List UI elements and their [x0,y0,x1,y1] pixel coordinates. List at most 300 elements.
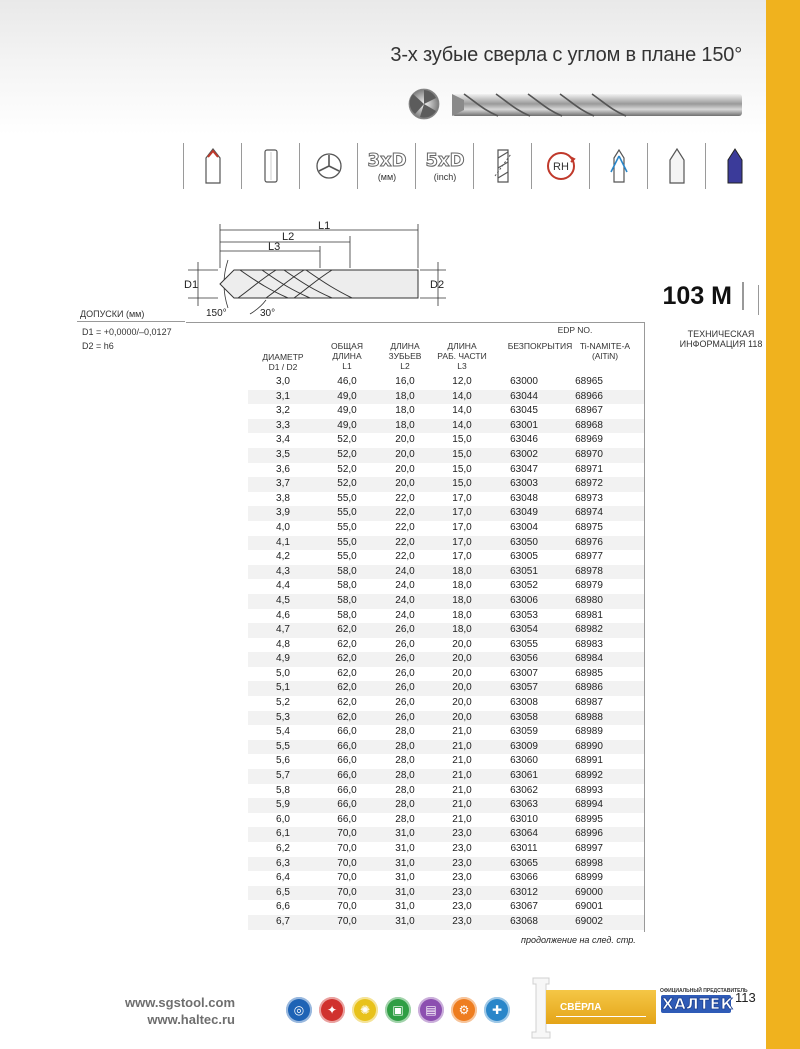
cell-overall-length: 49,0 [337,419,357,431]
cell-overall-length: 49,0 [337,405,357,417]
tools-category-icon[interactable]: ✚ [484,997,510,1023]
cell-edp-uncoated: 63012 [510,886,538,898]
cell-diameter: 6,5 [276,886,290,898]
cell-working-length: 17,0 [452,536,472,548]
coated-icon [707,143,763,189]
table-row [248,784,644,799]
cell-flute-length: 22,0 [395,492,415,504]
icon-separator [357,143,358,189]
cell-flute-length: 31,0 [395,843,415,854]
haltec-logo-text: ХАЛТЕК [662,995,734,1013]
cell-edp-coated: 68992 [575,770,603,782]
representative-label: ОФИЦИАЛЬНЫЙ ПРЕДСТАВИТЕЛЬ [660,988,748,994]
cell-flute-length: 26,0 [395,682,415,694]
cell-edp-coated: 68996 [575,828,603,840]
cell-edp-coated: 68977 [575,551,603,563]
cell-edp-coated: 68971 [575,463,603,475]
header-overall-sub: L1 [342,361,352,371]
cell-working-length: 21,0 [452,726,472,738]
cell-overall-length: 62,0 [337,624,357,636]
cell-edp-uncoated: 63058 [510,711,538,723]
cell-diameter: 4,2 [276,551,290,563]
header-coated-sub: (AlTiN) [591,351,619,361]
cell-overall-length: 55,0 [337,492,357,504]
cell-overall-length: 58,0 [337,594,357,606]
cell-overall-length: 62,0 [337,711,357,723]
cell-diameter: 3,4 [276,434,290,446]
cell-flute-length: 20,0 [395,434,415,446]
cell-edp-uncoated: 63067 [510,901,538,913]
cell-diameter: 5,4 [276,726,290,738]
cell-overall-length: 55,0 [337,507,357,519]
cell-edp-uncoated: 63052 [510,580,538,592]
header-flute-label2: ЗУБЬЕВ [388,351,422,361]
cell-diameter: 4,6 [276,609,290,621]
table-row [248,900,644,915]
cell-edp-coated: 68995 [575,813,603,825]
cell-overall-length: 52,0 [337,448,357,460]
icon-separator [473,143,474,189]
global-icon[interactable]: ◎ [286,997,312,1023]
header-working-length [434,341,490,371]
cell-overall-length: 58,0 [337,580,357,592]
cell-overall-length: 66,0 [337,813,357,825]
cell-overall-length: 62,0 [337,667,357,679]
cell-edp-uncoated: 63048 [510,492,538,504]
cell-edp-uncoated: 63053 [510,609,538,621]
cell-working-length: 15,0 [452,434,472,446]
icon-separator [531,143,532,189]
cell-overall-length: 52,0 [337,478,357,490]
table-row [248,375,644,390]
3xd-depth-icon [359,143,415,189]
header-flute-sub: L2 [400,361,410,371]
cell-diameter: 3,8 [276,492,290,504]
cell-working-length: 18,0 [452,624,472,636]
continuation-note: продолжение на след. стр. [521,935,636,945]
table-row [248,857,644,872]
boring-category-icon[interactable]: ⚙ [451,997,477,1023]
table-row [248,871,644,886]
table-row [248,667,644,682]
header-overall-label2: ДЛИНА [332,351,362,361]
drill-product-image [408,80,748,128]
table-row [248,769,644,784]
cell-diameter: 5,6 [276,755,290,767]
cell-edp-uncoated: 63068 [510,915,538,927]
header-coated-label: Ti-NAMITE-A [579,341,631,351]
cell-flute-length: 28,0 [395,770,415,782]
tolerance-d2: D2 = h6 [82,341,114,351]
icon-separator [705,143,706,189]
table-row [248,696,644,711]
cell-diameter: 5,7 [276,770,290,782]
cell-edp-uncoated: 63002 [510,448,538,460]
url-haltec[interactable]: www.haltec.ru [147,1012,235,1027]
cell-working-length: 17,0 [452,551,472,563]
cell-flute-length: 28,0 [395,726,415,738]
cell-overall-length: 62,0 [337,697,357,709]
cell-edp-uncoated: 63003 [510,478,538,490]
cell-working-length: 14,0 [452,405,472,417]
product-model-number: 103 M [663,282,744,310]
cell-edp-uncoated: 63011 [510,843,538,854]
cell-edp-uncoated: 63062 [510,784,538,796]
cell-overall-length: 55,0 [337,521,357,533]
cell-edp-coated: 68987 [575,697,603,709]
cell-edp-coated: 68978 [575,565,603,577]
cell-edp-coated: 68976 [575,536,603,548]
cell-edp-uncoated: 63009 [510,740,538,752]
cell-working-length: 23,0 [452,915,472,927]
cell-working-length: 18,0 [452,594,472,606]
cell-working-length: 20,0 [452,697,472,709]
cell-overall-length: 66,0 [337,755,357,767]
table-row [248,448,644,463]
cell-working-length: 23,0 [452,886,472,898]
table-row [248,477,644,492]
cell-working-length: 15,0 [452,463,472,475]
cell-diameter: 5,2 [276,697,290,709]
cell-edp-uncoated: 63047 [510,463,538,475]
cell-flute-length: 22,0 [395,551,415,563]
table-row [248,827,644,842]
tolerance-d1: D1 = +0,0000/–0,0127 [82,327,172,337]
5xd-label: 5xD [425,150,465,171]
icon-separator [589,143,590,189]
table-row [248,711,644,726]
section-tab-label: СВЁРЛА [560,1002,602,1013]
cell-diameter: 6,4 [276,872,290,884]
cell-overall-length: 66,0 [337,740,357,752]
cell-edp-coated: 68975 [575,521,603,533]
cell-flute-length: 20,0 [395,448,415,460]
cell-edp-uncoated: 63008 [510,697,538,709]
table-row [248,681,644,696]
cell-flute-length: 31,0 [395,901,415,913]
cell-working-length: 18,0 [452,565,472,577]
cell-edp-uncoated: 63044 [510,390,538,402]
cell-flute-length: 26,0 [395,697,415,709]
cell-edp-uncoated: 63049 [510,507,538,519]
cell-working-length: 17,0 [452,492,472,504]
header-work-sub: L3 [457,361,467,371]
helix-angle-label: 30° [260,308,276,319]
cell-diameter: 4,9 [276,653,290,665]
cell-edp-uncoated: 63060 [510,755,538,767]
cell-working-length: 21,0 [452,813,472,825]
cell-overall-length: 46,0 [337,376,357,387]
cell-diameter: 6,2 [276,843,290,854]
cell-working-length: 21,0 [452,740,472,752]
cell-diameter: 3,0 [276,376,290,387]
cell-diameter: 5,9 [276,799,290,811]
cell-edp-uncoated: 63055 [510,638,538,650]
table-row [248,521,644,536]
right-hand-icon [533,143,589,189]
cell-edp-coated: 69002 [575,915,603,927]
cell-working-length: 20,0 [452,653,472,665]
cell-flute-length: 24,0 [395,594,415,606]
cell-overall-length: 70,0 [337,886,357,898]
cell-edp-uncoated: 63001 [510,419,538,431]
cell-overall-length: 62,0 [337,653,357,665]
cell-edp-uncoated: 63054 [510,624,538,636]
cell-diameter: 4,0 [276,521,290,533]
header-flute-length [376,341,434,371]
cell-edp-coated: 68979 [575,580,603,592]
cell-edp-uncoated: 63006 [510,594,538,606]
cell-overall-length: 66,0 [337,770,357,782]
cell-edp-uncoated: 63065 [510,857,538,869]
cell-working-length: 20,0 [452,711,472,723]
cell-edp-coated: 68966 [575,390,603,402]
table-row [248,536,644,551]
cell-flute-length: 28,0 [395,784,415,796]
point-geometry-icon [185,143,241,189]
cell-edp-coated: 68982 [575,624,603,636]
table-row [248,404,644,419]
cell-edp-coated: 68973 [575,492,603,504]
cell-edp-uncoated: 63010 [510,813,538,825]
cell-edp-coated: 69001 [575,901,603,913]
table-row [248,623,644,638]
cell-working-length: 15,0 [452,448,472,460]
cell-edp-uncoated: 63061 [510,770,538,782]
l2-label: L2 [282,231,295,243]
cell-edp-coated: 68989 [575,726,603,738]
cell-edp-coated: 69000 [575,886,603,898]
model-divider [758,285,759,315]
cell-diameter: 5,3 [276,711,290,723]
machine-category-icon[interactable]: ▤ [418,997,444,1023]
cell-working-length: 21,0 [452,770,472,782]
cell-overall-length: 55,0 [337,536,357,548]
table-row [248,725,644,740]
cell-flute-length: 16,0 [395,376,415,387]
table-row [248,740,644,755]
l3-label: L3 [268,241,281,253]
cell-overall-length: 52,0 [337,434,357,446]
cell-edp-coated: 68986 [575,682,603,694]
cell-diameter: 4,3 [276,565,290,577]
cell-overall-length: 66,0 [337,784,357,796]
cell-overall-length: 58,0 [337,565,357,577]
header-diameter-sub: D1 / D2 [268,362,298,372]
cell-diameter: 6,3 [276,857,290,869]
coolant-icon [591,143,647,189]
cell-overall-length: 55,0 [337,551,357,563]
cell-diameter: 6,1 [276,828,290,840]
cell-flute-length: 22,0 [395,521,415,533]
cell-edp-uncoated: 63064 [510,828,538,840]
cell-overall-length: 52,0 [337,463,357,475]
table-row [248,492,644,507]
table-row [248,886,644,901]
cell-flute-length: 18,0 [395,419,415,431]
cell-flute-length: 28,0 [395,799,415,811]
cell-working-length: 23,0 [452,872,472,884]
table-row [248,550,644,565]
table-row [248,652,644,667]
cell-diameter: 3,1 [276,390,290,402]
cell-flute-length: 24,0 [395,609,415,621]
cell-working-length: 20,0 [452,667,472,679]
section-tab-underline [556,1016,646,1017]
table-row [248,565,644,580]
cell-diameter: 3,5 [276,448,290,460]
cell-edp-uncoated: 63000 [510,376,538,387]
cell-diameter: 4,4 [276,580,290,592]
page-title: 3-х зубые сверла с углом в плане 150° [390,44,742,66]
cell-flute-length: 26,0 [395,638,415,650]
drill-category-icon[interactable]: ✦ [319,997,345,1023]
3xd-unit: (мм) [377,172,397,182]
header-work-label2: РАБ. ЧАСТИ [437,351,487,361]
cell-flute-length: 28,0 [395,813,415,825]
section-color-bar [766,0,800,1049]
cell-flute-length: 31,0 [395,872,415,884]
cell-edp-coated: 68994 [575,799,603,811]
mill-category-icon[interactable]: ▣ [385,997,411,1023]
cell-diameter: 5,5 [276,740,290,752]
cell-edp-coated: 68998 [575,857,603,869]
cell-working-length: 21,0 [452,799,472,811]
table-row [248,506,644,521]
icon-separator [647,143,648,189]
cell-diameter: 4,7 [276,624,290,636]
table-row [248,915,644,930]
cell-flute-length: 24,0 [395,565,415,577]
cell-diameter: 4,5 [276,594,290,606]
cell-diameter: 3,7 [276,478,290,490]
cell-edp-uncoated: 63057 [510,682,538,694]
cell-diameter: 3,3 [276,419,290,431]
cell-edp-coated: 68974 [575,507,603,519]
cell-edp-uncoated: 63005 [510,551,538,563]
tolerances-divider [77,321,185,322]
cell-edp-coated: 68988 [575,711,603,723]
icon-separator [241,143,242,189]
cell-flute-length: 26,0 [395,667,415,679]
technical-info-reference [676,329,766,349]
cell-edp-uncoated: 63045 [510,405,538,417]
header-edp: EDP NO. [557,325,593,335]
cell-flute-length: 26,0 [395,653,415,665]
cell-edp-coated: 68991 [575,755,603,767]
tip-category-icon[interactable]: ✺ [352,997,378,1023]
cell-edp-coated: 68969 [575,434,603,446]
tolerances-title: ДОПУСКИ (мм) [80,309,145,319]
cell-diameter: 6,7 [276,915,290,927]
feature-icon-row [183,143,743,193]
cell-flute-length: 18,0 [395,405,415,417]
d2-label: D2 [430,279,445,291]
table-right-divider [644,322,645,932]
cell-working-length: 23,0 [452,857,472,869]
techinfo-line2: ИНФОРМАЦИЯ 118 [679,339,763,349]
header-flute-label: ДЛИНА [390,341,420,351]
cell-working-length: 21,0 [452,755,472,767]
cell-working-length: 20,0 [452,682,472,694]
table-row [248,798,644,813]
cell-overall-length: 70,0 [337,872,357,884]
cell-diameter: 3,6 [276,463,290,475]
cell-edp-coated: 68972 [575,478,603,490]
helix-icon [475,143,531,189]
cell-edp-uncoated: 63046 [510,434,538,446]
cell-working-length: 18,0 [452,609,472,621]
header-work-label: ДЛИНА [447,341,477,351]
cell-edp-coated: 68965 [575,376,603,387]
icon-separator [415,143,416,189]
cell-edp-uncoated: 63007 [510,667,538,679]
5xd-unit: (inch) [433,172,457,182]
table-top-divider [186,322,644,323]
url-sgstool[interactable]: www.sgstool.com [124,995,235,1010]
table-row [248,813,644,828]
shank-icon [243,143,299,189]
cell-edp-coated: 68984 [575,653,603,665]
table-row [248,609,644,624]
cell-diameter: 5,0 [276,667,290,679]
cell-flute-length: 26,0 [395,711,415,723]
cell-flute-length: 18,0 [395,390,415,402]
table-row [248,390,644,405]
cell-diameter: 3,9 [276,507,290,519]
header-overall-length [318,341,376,371]
cell-diameter: 6,6 [276,901,290,913]
techinfo-line1: ТЕХНИЧЕСКАЯ [687,329,755,339]
cell-overall-length: 58,0 [337,609,357,621]
cell-diameter: 5,8 [276,784,290,796]
cell-working-length: 17,0 [452,521,472,533]
cell-diameter: 4,8 [276,638,290,650]
5xd-depth-icon [417,143,473,189]
cell-flute-length: 24,0 [395,580,415,592]
cell-working-length: 18,0 [452,580,472,592]
cell-overall-length: 70,0 [337,901,357,913]
cell-working-length: 23,0 [452,843,472,854]
cell-overall-length: 49,0 [337,390,357,402]
cell-overall-length: 70,0 [337,843,357,854]
page-number: 113 [735,990,756,1005]
cell-edp-uncoated: 63063 [510,799,538,811]
table-row [248,433,644,448]
cell-edp-coated: 68968 [575,419,603,431]
cell-working-length: 12,0 [452,376,472,387]
cell-edp-coated: 68983 [575,638,603,650]
d1-label: D1 [184,279,199,291]
product-table [248,375,644,930]
cell-working-length: 14,0 [452,419,472,431]
cell-diameter: 3,2 [276,405,290,417]
cell-overall-length: 70,0 [337,915,357,927]
table-row [248,594,644,609]
cell-edp-uncoated: 63050 [510,536,538,548]
cell-flute-length: 31,0 [395,828,415,840]
table-row [248,419,644,434]
cell-edp-coated: 68980 [575,594,603,606]
icon-separator [183,143,184,189]
table-row [248,463,644,478]
cell-edp-uncoated: 63004 [510,521,538,533]
cell-working-length: 23,0 [452,901,472,913]
cell-diameter: 5,1 [276,682,290,694]
three-flute-icon [301,143,357,189]
header-diameter [248,352,318,372]
cell-flute-length: 26,0 [395,624,415,636]
